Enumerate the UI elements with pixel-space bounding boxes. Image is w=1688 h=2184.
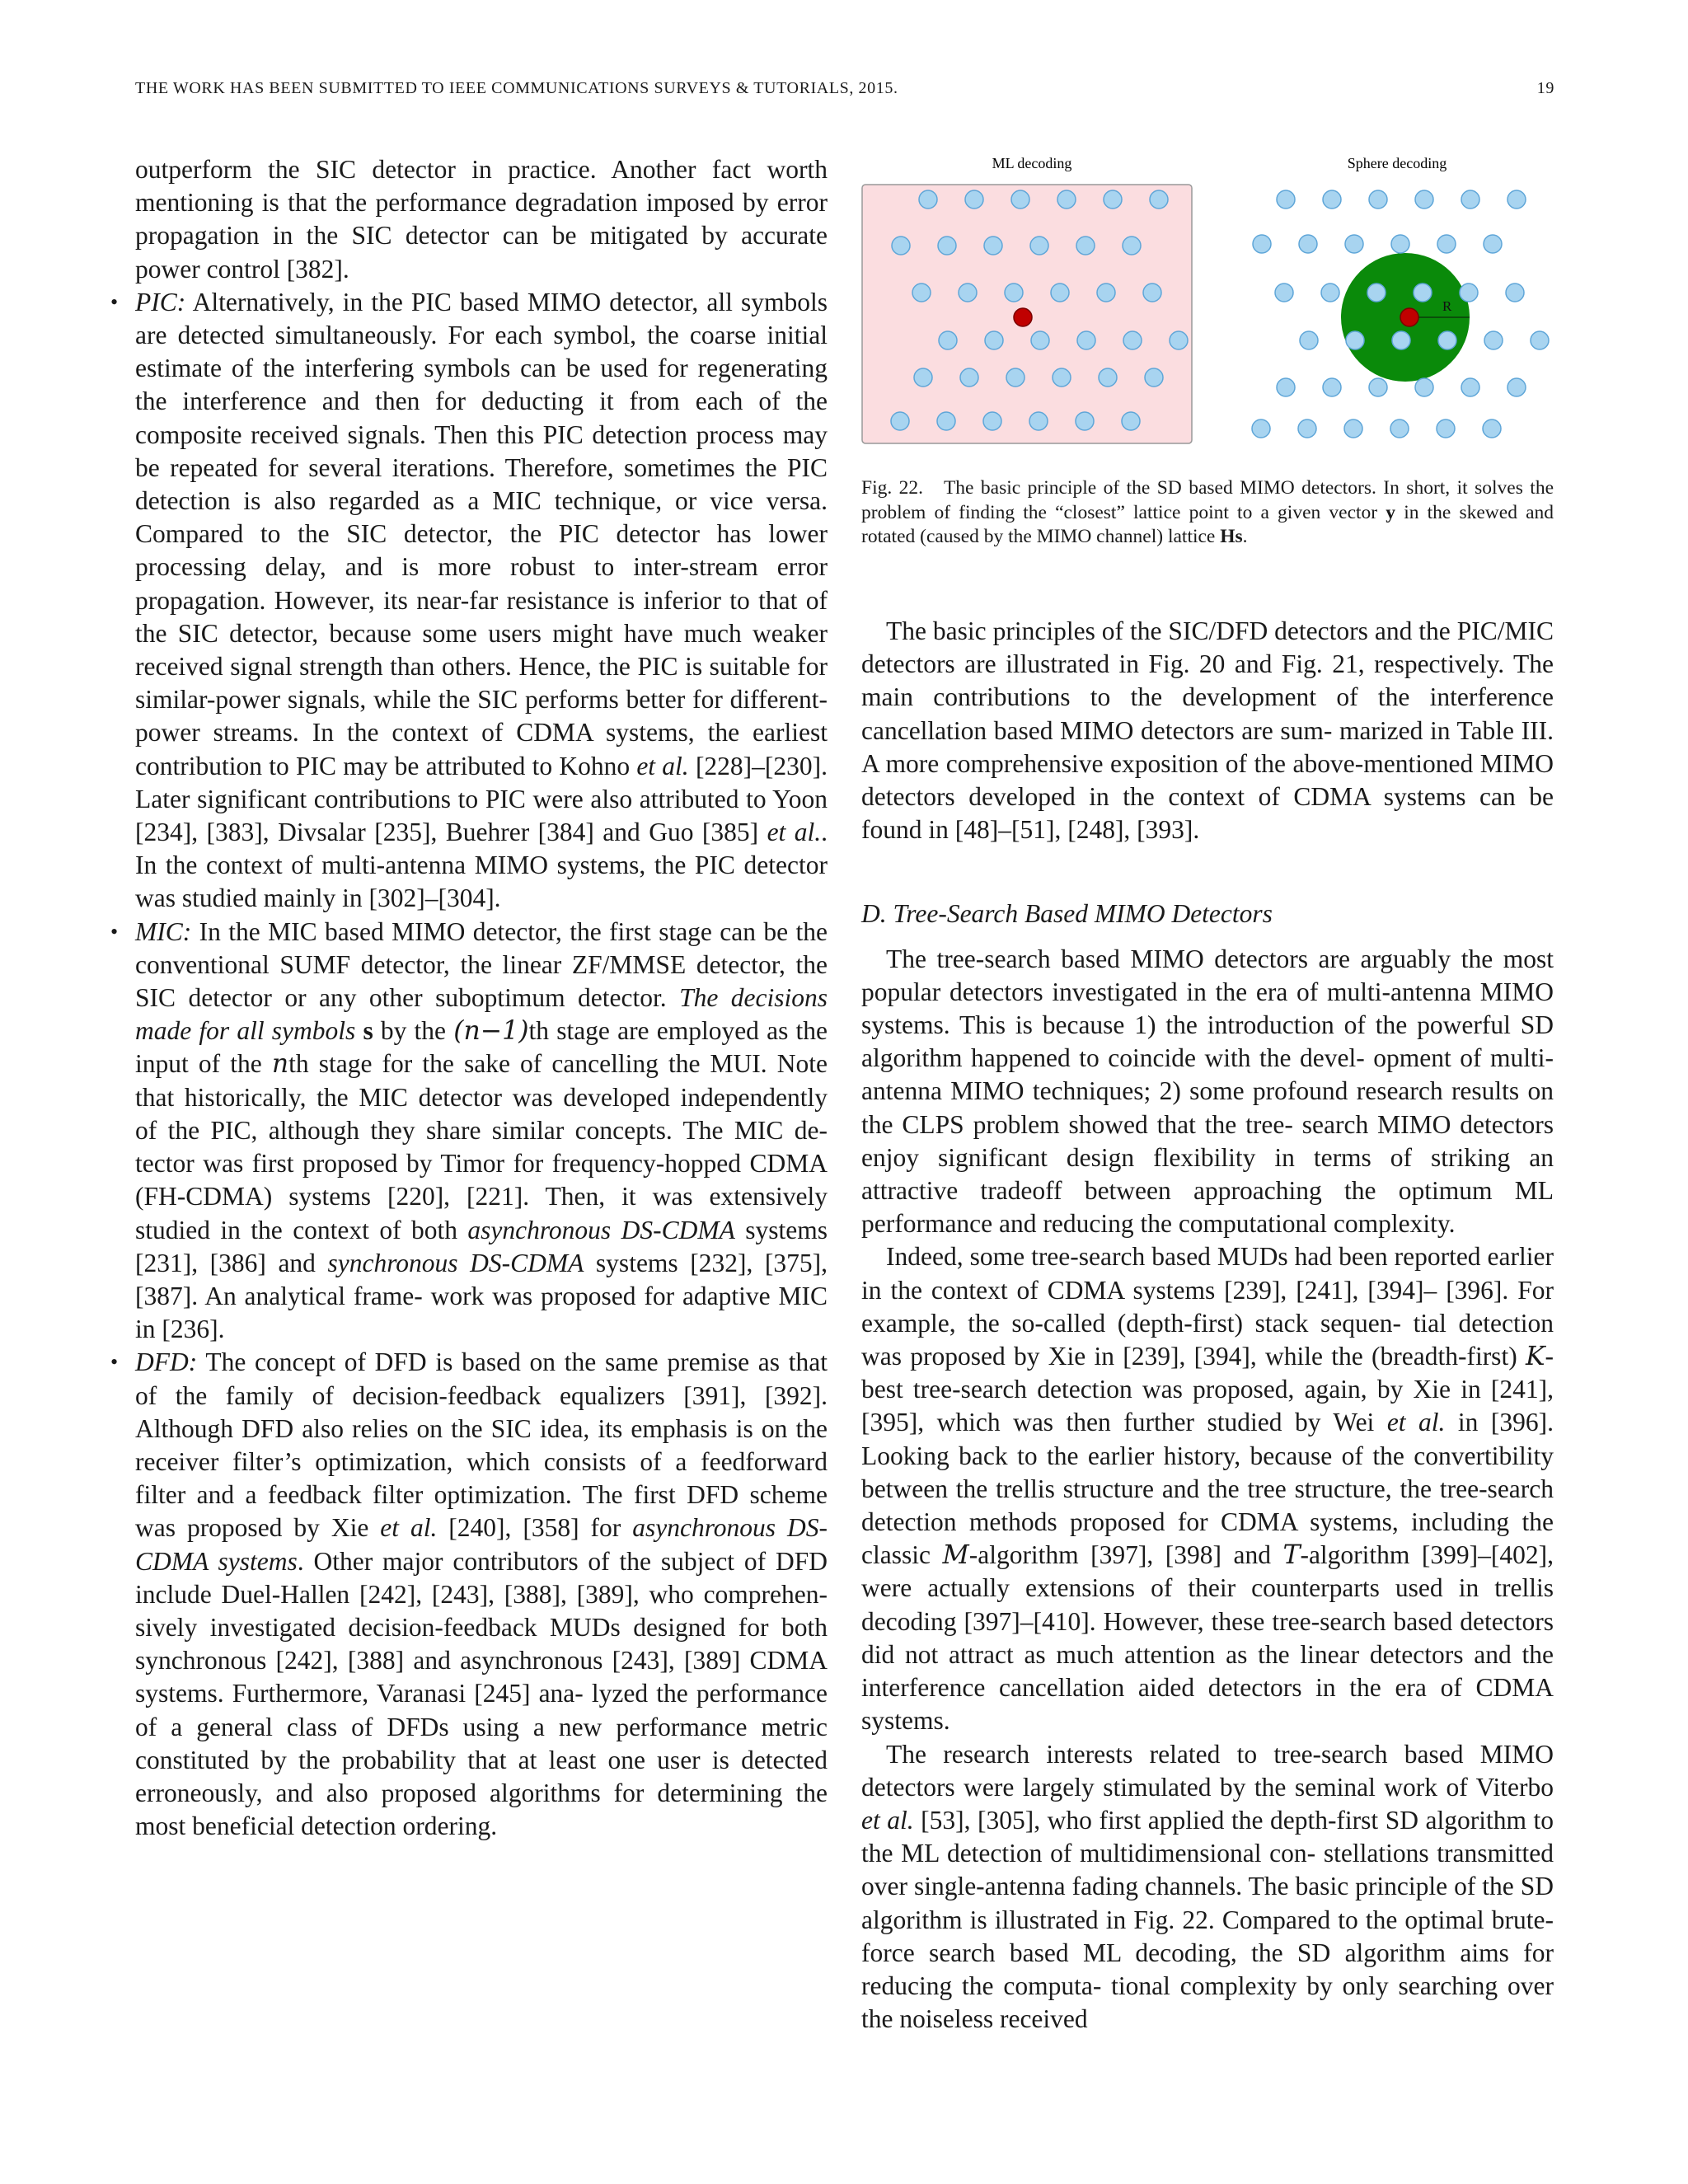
right-column [861,615,1554,2036]
caption-end: . [1242,526,1248,547]
lattice-point [1323,190,1341,209]
paragraph-tree-search: The tree-search based MIMO detectors are arguably the most popular detectors investigated in the era of multi-antenna MIMO systems. This is because 1) the introduction of the powerful SD algorithm happened to coincide with the devel- opment of multi-antenna MIMO techniques; 2) some profound research results on the CLPS problem showed that the tree- search MIMO detectors enjoy significant design flexibility in terms of striking an attractive tradeoff between approaching the optimum ML performance and reducing the computational complexity. [861,944,1554,1239]
lattice-point [1346,331,1364,349]
lattice-point [983,412,1001,430]
lattice-point [1253,235,1271,253]
lattice-point [1437,419,1455,438]
lattice-point [959,284,977,302]
list-item-mic [110,916,828,1347]
received-vector-sd [1400,308,1418,326]
math-n: n [271,1049,289,1080]
lattice-point [1011,190,1029,209]
indeed-text-e: -algorithm [399]–[402], were actually extensions of their counterparts used in trellis decoding [397]–[410]. However, these tree-search based detectors did not attract as much attention as the linear detectors and the interference cancellation aided detectors in the era of CDMA systems. [861,1540,1554,1736]
ml-decoding-title: ML decoding [992,155,1072,171]
mic-sync: synchronous DS-CDMA [327,1248,584,1277]
lattice-point [1076,237,1095,255]
caption-text: The basic principle of the SD based MIMO detectors. In short, it solves the problem of finding the “closest” lattice point to a given vector [861,477,1554,523]
mic-label: MIC: [135,916,192,946]
figure-22 [857,148,1558,453]
math-M: M [942,1540,969,1571]
caption-vector-y: y [1386,501,1396,523]
lattice-point [1323,378,1341,396]
lattice-point [1145,368,1163,387]
dfd-text: The concept of DFD is based on the same premise as that of the family of decision-feedback equalizers [391], [392]. Although DFD also relies on the SIC idea, its emphasis is on the receiver filter’s optimization, which consists of a feedforward filter and a feedback filter optimization. The first DFD scheme was proposed by Xie [135,1347,828,1543]
lattice-point [1506,284,1524,302]
lattice-point [1391,235,1409,253]
dfd-label: DFD: [135,1347,198,1377]
figure-caption [861,476,1554,550]
lattice-point [1345,235,1363,253]
lattice-point [1483,419,1501,438]
list-item-dfd [110,1346,828,1843]
lattice-point [1143,284,1161,302]
lattice-point [984,237,1002,255]
dfd-async: asynchronous DS-CDMA systems [135,1513,828,1576]
lattice-point [1438,331,1456,349]
lattice-point [1277,190,1295,209]
caption-label: Fig. 22. [861,477,924,499]
pic-label: PIC: [135,287,186,316]
journal-header: THE WORK HAS BEEN SUBMITTED TO IEEE COMMUNICATIONS SURVEYS & TUTORIALS, 2015. [135,79,898,97]
mic-text-2: th stage are employed as the input of the [135,1016,828,1079]
lattice-point [1170,331,1188,349]
lattice-point [1298,419,1316,438]
lattice-point [1077,331,1095,349]
dfd-etal: et al. [380,1513,438,1543]
list-item-pic [110,286,828,916]
paragraph-indeed [861,1240,1554,1737]
lattice-point [1437,235,1456,253]
math-K: K [1525,1342,1545,1372]
lattice-point [1252,419,1270,438]
lattice-point [1123,331,1142,349]
lattice-point [1277,378,1295,396]
dfd-text-3: . Other major contributors of the subject of DFD include Duel-Hallen [242], [243], [388], [389], who comprehen- sively investigated decision-feedback MUDs designed for both synchronous [242], [388] and asynchronous [243], [389] CDMA systems. Furthermore, Varanasi [245] ana- lyzed the performance of a general class of DFDs using a new performance metric constituted by the probability that at least one user is detected erroneously, and also proposed algorithms for determining the most beneficial detection ordering. [135,1546,828,1841]
lattice-point [1415,190,1433,209]
math-T: T [1282,1540,1301,1571]
paragraph-basic-principles: The basic principles of the SIC/DFD detectors and the PIC/MIC detectors are illustrated in Fig. 20 and Fig. 21, respectively. The main contributions to the development of the interference cancellation based MIMO detectors are sum- marized in Table III. A more comprehensive exposition of the above-mentioned MIMO detectors developed in the context of CDMA systems can be found in [48]–[51], [248], [393]. [861,616,1554,845]
lattice-point [1531,331,1549,349]
dfd-text-2: [240], [358] for [448,1513,621,1543]
symbol-s: s [363,1016,373,1046]
lattice-point [1030,237,1048,255]
lattice-point [1414,284,1432,302]
mic-async: asynchronous DS-CDMA [467,1215,735,1244]
indeed-text-b: -best tree-search detection was proposed, again, by Xie in [241], [395], which was then further studied by Wei [861,1342,1554,1437]
lattice-point [938,237,956,255]
lattice-point [1051,284,1069,302]
lattice-point [1275,284,1293,302]
lattice-point [1299,235,1317,253]
pic-text: Alternatively, in the PIC based MIMO detector, all symbols are detected simultaneously. For each symbol, the coarse initial estimate of the interfering symbols can be used for regenerating the interference and then for deducting it from each of the composite received signals. Then this PIC detection process may be repeated for several iterations. Therefore, sometimes the PIC detection is also regarded as a MIC technique, or vice versa. Compared to the SIC detector, the PIC detector has lower processing delay, and is more robust to inter-stream error propagation. However, its near-far resistance is inferior to that of the SIC detector, because some users might have much weaker received signal strength than others. Hence, the PIC is suitable for similar-power signals, while the SIC performs better for different-power streams. In the context of CDMA systems, the earliest contribution to PIC may be attributed to Kohno [135,287,828,780]
indeed-etal: et al. [1386,1408,1446,1437]
caption-text-2: in the skewed and rotated (caused by the MIMO channel) lattice [861,501,1554,547]
lattice-point [1005,284,1023,302]
bullet-icon: • [110,289,119,314]
lattice-point [1053,368,1071,387]
lattice-point [937,412,955,430]
lattice-point [1461,378,1479,396]
lattice-point [1097,284,1115,302]
lattice-point [912,284,931,302]
lattice-point [985,331,1003,349]
mic-text: In the MIC based MIMO detector, the first stage can be the conventional SUMF detector, the linear ZF/MMSE detector, the SIC detector or any other suboptimum detector. [135,916,828,1013]
running-header [135,79,1554,98]
mic-italic-phrase: The decisions made for all symbols [135,983,828,1046]
lattice-point [965,190,983,209]
lattice-point [939,331,957,349]
radius-label: R [1442,298,1452,314]
lattice-point [1104,190,1122,209]
lattice-point [1507,378,1526,396]
lattice-point [1031,331,1049,349]
pic-etal-2: et al. [767,818,822,847]
lattice-point [1484,331,1503,349]
lattice-point [919,190,937,209]
lattice-point [1321,284,1339,302]
lattice-point [1367,284,1386,302]
lattice-point [891,412,909,430]
lattice-point [1415,378,1433,396]
pic-text-2: [228]–[230]. Later significant contributions to PIC were also attributed to Yoon [234], [383], Divsalar [235], Buehrer [384] and Guo [385] [135,751,828,847]
bullet-icon: • [110,919,119,944]
caption-hs: Hs [1220,526,1243,547]
detector-list [110,286,828,1844]
math-n-minus-1: (n−1) [453,1016,529,1047]
lattice-point [1369,378,1387,396]
lattice-point [960,368,978,387]
research-text-b: [53], [305], who first applied the depth-first SD algorithm to the ML detection of multidimensional con- stellations transmitted over single-antenna fading channels. The basic principle of the SD algorithm is illustrated in Fig. 22. Compared to the optimal brute-force search based ML decoding, the SD algorithm aims for reducing the computa- tional complexity by only searching over the noiseless received [861,1805,1554,2034]
paragraph-research-interests [861,1738,1554,2036]
research-text-a: The research interests related to tree-search based MIMO detectors were largely stimulated by the seminal work of Viterbo [861,1739,1554,1802]
mic-by-the: by the [380,1016,447,1046]
pic-text-3: . In the context of multi-antenna MIMO systems, the PIC detector was studied mainly in [302]–[304]. [135,818,828,913]
indeed-text-c: in [396]. Looking back to the earlier history, because of the convertibility between the trellis structure and the tree structure, the tree-search detection methods proposed for CDMA systems, including the classic [861,1408,1554,1570]
lattice-point [1392,331,1410,349]
lattice-point [914,368,932,387]
lattice-point [1076,412,1094,430]
lattice-point [1369,190,1387,209]
pic-etal-1: et al. [636,751,689,780]
indeed-text-a: Indeed, some tree-search based MUDs had been reported earlier in the context of CDMA systems [239], [241], [394]– [396]. For example, the so-called (depth-first) stack sequen- tial detection was proposed by Xie in [239], [394], while the (breadth-first) [861,1242,1554,1371]
sphere-decoding-title: Sphere decoding [1347,155,1447,171]
indeed-text-d: -algorithm [397], [398] and [968,1540,1271,1570]
paragraph-continued: outperform the SIC detector in practice. Another fact worth mentioning is that the performance degradation imposed by error propagation in the SIC detector can be mitigated by accurate power control [382]. [135,155,828,284]
lattice-point [1300,331,1318,349]
lattice-point [1099,368,1117,387]
lattice-point [1460,284,1478,302]
lattice-point [1150,190,1168,209]
lattice-point [892,237,910,255]
received-vector-ml [1014,308,1032,326]
bullet-icon: • [110,1350,119,1375]
lattice-point [1123,237,1141,255]
section-heading: D. Tree-Search Based MIMO Detectors [861,899,1273,929]
mic-text-5: systems [232], [375], [387]. An analytical frame- work was proposed for adaptive MIC in [236]. [135,1248,828,1344]
lattice-point [1122,412,1140,430]
mic-text-4: systems [231], [386] and [135,1215,828,1277]
page-number: 19 [1536,79,1554,97]
lattice-point [1461,190,1479,209]
mic-text-3: th stage for the sake of cancelling the MUI. Note that historically, the MIC detector was developed independently of the PIC, although they share similar concepts. The MIC de- tector was first proposed by Timor for frequency-hopped CDMA (FH-CDMA) systems [220], [221]. Then, it was extensively studied in the context of both [135,1049,828,1244]
lattice-point [1006,368,1025,387]
lattice-point [1029,412,1048,430]
lattice-point [1507,190,1526,209]
lattice-point [1390,419,1409,438]
left-column [110,153,828,1843]
lattice-point [1484,235,1502,253]
lattice-point [1344,419,1362,438]
research-etal: et al. [861,1805,914,1835]
lattice-point [1057,190,1076,209]
